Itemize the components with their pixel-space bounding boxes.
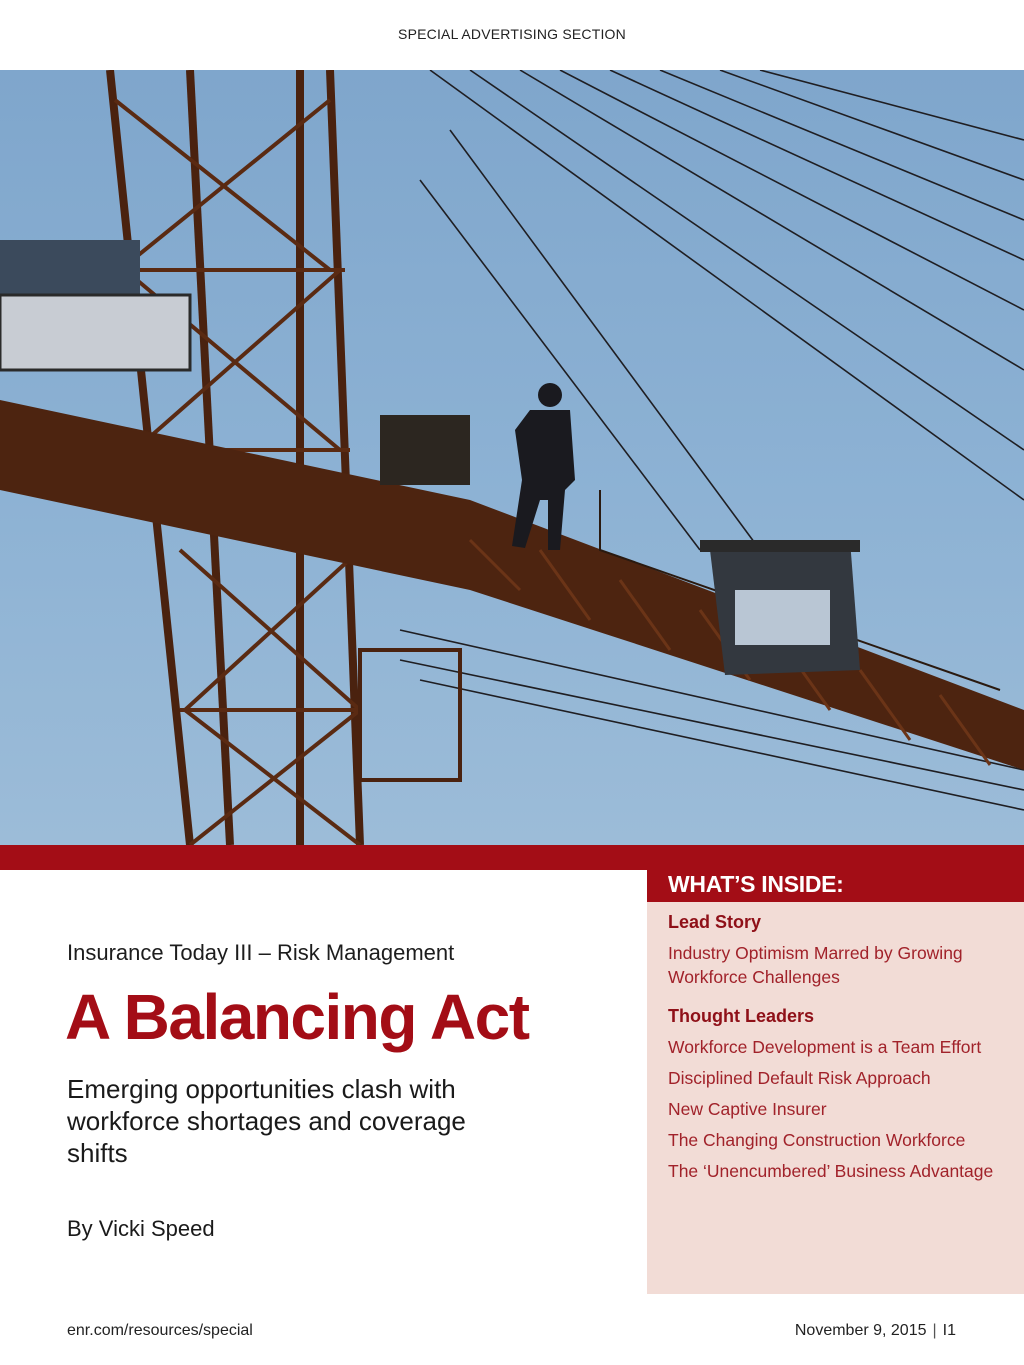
- special-advertising-label: SPECIAL ADVERTISING SECTION: [398, 26, 626, 42]
- page-number: I1: [942, 1322, 956, 1339]
- toc-item-unencumbered-advantage[interactable]: The ‘Unencumbered’ Business Advantage: [668, 1161, 994, 1181]
- toc-item-industry-optimism[interactable]: Industry Optimism Marred by Growing Workforce Challenges: [668, 943, 963, 987]
- toc-item-changing-workforce[interactable]: The Changing Construction Workforce: [668, 1130, 966, 1150]
- worker-silhouette: [512, 383, 575, 550]
- article-byline: By Vicki Speed: [67, 1216, 215, 1241]
- article-kicker: Insurance Today III – Risk Management: [67, 940, 455, 965]
- toc-item-default-risk[interactable]: Disciplined Default Risk Approach: [668, 1068, 931, 1088]
- footer-date: November 9, 2015: [794, 1322, 927, 1339]
- crane-worker-photo: [0, 70, 1024, 845]
- whats-inside-panel: [647, 902, 1024, 1294]
- article-headline: A Balancing Act: [65, 981, 529, 1053]
- thought-leaders-heading: Thought Leaders: [668, 1006, 815, 1026]
- toc-item-captive-insurer[interactable]: New Captive Insurer: [668, 1099, 827, 1119]
- red-divider-band: [0, 845, 1024, 870]
- lead-story-heading: Lead Story: [668, 912, 762, 932]
- article-deck: Emerging opportunities clash with workforce shortages and coverage shifts: [67, 1074, 466, 1168]
- toc-item-workforce-development[interactable]: Workforce Development is a Team Effort: [668, 1037, 982, 1057]
- footer-date-page: November 9, 2015 | I1: [794, 1322, 956, 1339]
- operator-cab: [700, 540, 860, 675]
- crane-jib: [0, 400, 1024, 770]
- footer-url[interactable]: enr.com/resources/special: [67, 1322, 253, 1339]
- whats-inside-title: WHAT’S INSIDE:: [647, 870, 1024, 902]
